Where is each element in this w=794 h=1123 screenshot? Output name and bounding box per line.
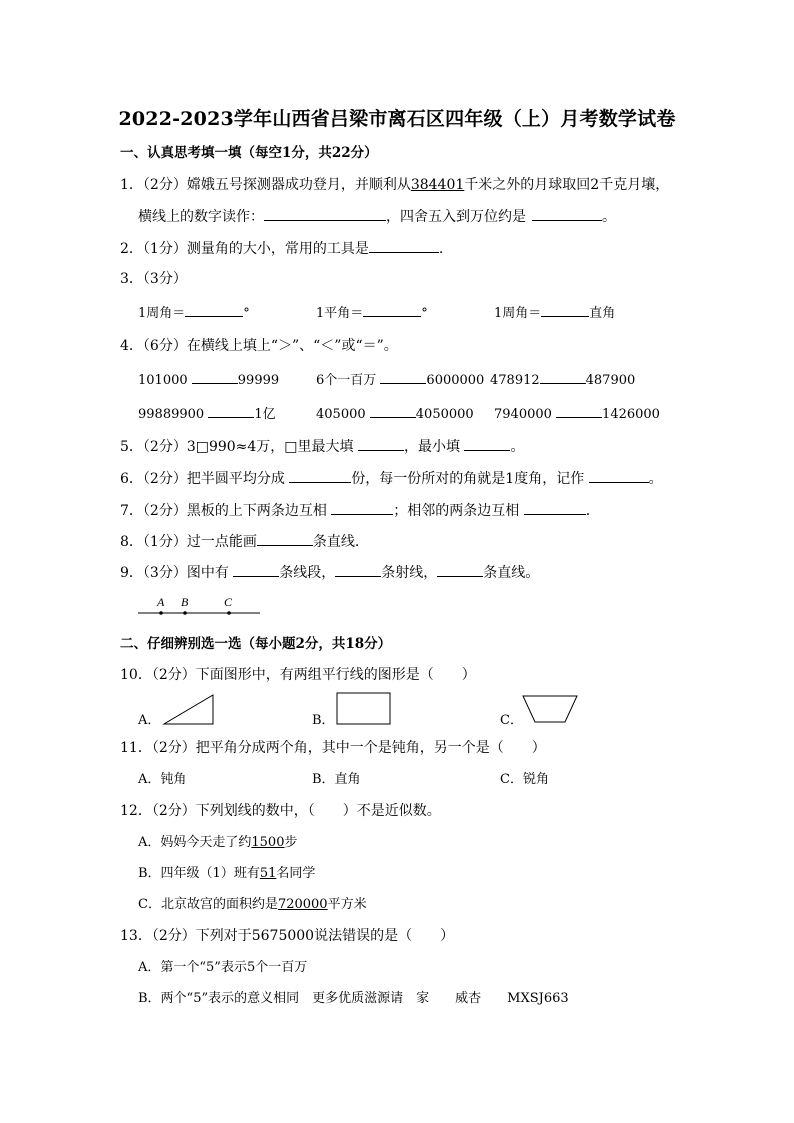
q12-a-number: 1500 (251, 835, 285, 850)
answer-blank[interactable] (524, 500, 586, 515)
q3-item-2-text: 1平角＝ (316, 306, 364, 321)
q4-left: 101000 (138, 373, 188, 388)
answer-blank[interactable] (363, 302, 421, 317)
answer-blank[interactable] (370, 403, 416, 418)
q12-option-c[interactable] (138, 895, 367, 915)
answer-blank[interactable] (358, 436, 404, 451)
question-6 (120, 468, 663, 489)
degree-unit: ° (421, 306, 428, 321)
q3-item-1-text: 1周角＝ (138, 306, 186, 321)
q4-left: 478912 (490, 373, 540, 388)
question-1 (120, 175, 669, 195)
answer-blank[interactable] (532, 206, 602, 221)
answer-blank[interactable] (192, 369, 238, 384)
q2-text-a: 2．（1分）测量角的大小，常用的工具是 (120, 241, 369, 257)
q9-text-a: 9．（3分）图中有 (120, 565, 229, 581)
q13-b-text: B．两个“5”表示的意义相同 (138, 991, 300, 1006)
q12-c-unit: 平方米 (327, 897, 367, 912)
q11-option-b[interactable]: B．直角 (312, 772, 361, 787)
q12-c-text: C．北京故宫的面积约是 (138, 897, 278, 912)
q11-option-c[interactable]: C．锐角 (500, 772, 549, 787)
answer-blank[interactable] (335, 562, 381, 577)
option-c-label[interactable]: C． (500, 713, 523, 728)
q4-compare (316, 403, 474, 425)
question-11: 11．（2分）把平角分成两个角，其中一个是钝角，另一个是（ ） (120, 740, 546, 756)
q1-text-d: ，四舍五入到万位约是 (386, 209, 526, 225)
answer-blank[interactable] (380, 369, 426, 384)
q3-item-3-text: 1周角＝ (494, 306, 542, 321)
question-13: 13．（2分）下列对于5675000说法错误的是（ ） (120, 928, 455, 944)
label-c: C (224, 595, 233, 609)
q1-text-a: 1．（2分）嫦娥五号探测器成功登月，并顺利从 (120, 177, 411, 193)
q12-b-unit: 名同学 (276, 866, 316, 881)
rectangle (337, 693, 390, 724)
trapezoid-shape[interactable] (522, 695, 578, 725)
q6-text-c: 。 (648, 471, 663, 487)
answer-blank[interactable] (208, 403, 254, 418)
q7-text-a: 7．（2分）黑板的上下两条边互相 (120, 503, 327, 519)
q5-text-a: 5．（2分）3□990≈4万，□里最大填 (120, 439, 354, 455)
section-1-heading: 一、认真思考填一填（每空1分，共22分） (120, 145, 378, 161)
q4-right: 4050000 (415, 407, 474, 422)
q2-text-b: . (438, 241, 444, 257)
question-8 (120, 531, 359, 552)
page-title: 2022-2023学年山西省吕梁市离石区四年级（上）月考数学试卷 (118, 108, 676, 130)
q5-text-c: 。 (510, 439, 525, 455)
q8-text-a: 8．（1分）过一点能画 (120, 534, 257, 550)
q4-right: 99999 (237, 373, 280, 388)
triangle (164, 695, 213, 724)
point-a (159, 611, 163, 615)
q12-c-number: 720000 (277, 897, 328, 912)
q6-text-b: 份，每一份所对的角就是1度角，记作 (351, 471, 585, 487)
q4-compare (316, 369, 484, 391)
q12-a-unit: 步 (284, 835, 298, 850)
q12-option-b[interactable] (138, 864, 315, 884)
q4-left: 405000 (316, 407, 366, 422)
q4-right: 6000000 (426, 373, 485, 388)
q9-text-c: 条射线， (381, 565, 438, 581)
q12-b-number: 51 (259, 866, 277, 881)
q13-option-b[interactable] (138, 989, 569, 1009)
q3-item-3 (494, 302, 615, 324)
label-a: A (157, 595, 165, 609)
watermark-text: 更多优质滋源请 家 威杏 MXSJ663 (312, 991, 569, 1006)
answer-blank[interactable] (233, 562, 279, 577)
answer-blank[interactable] (464, 436, 510, 451)
answer-blank[interactable] (540, 369, 586, 384)
point-c (227, 611, 231, 615)
question-9 (120, 562, 539, 583)
option-a-label[interactable]: A． (138, 713, 161, 728)
question-4: 4．（6分）在横线上填上“＞”、“＜”或“＝”。 (120, 338, 398, 354)
question-5 (120, 436, 524, 457)
q4-right: 1亿 (254, 407, 276, 422)
answer-blank[interactable] (437, 562, 483, 577)
right-angle-unit: 直角 (589, 306, 616, 321)
degree-unit: ° (243, 306, 250, 321)
option-b-label[interactable]: B． (312, 713, 335, 728)
q7-text-b: ；相邻的两条边互相 (393, 503, 520, 519)
q6-text-a: 6．（2分）把半圆平均分成 (120, 471, 285, 487)
question-12: 12．（2分）下列划线的数中，（ ）不是近似数。 (120, 803, 441, 819)
q4-compare (494, 403, 660, 425)
q7-text-c: . (585, 503, 591, 519)
q1-text-e: 。 (602, 209, 616, 225)
point-b (183, 611, 187, 615)
answer-blank[interactable] (589, 468, 649, 483)
rectangle-shape[interactable] (336, 692, 392, 726)
answer-blank[interactable] (331, 500, 393, 515)
answer-blank[interactable] (541, 302, 589, 317)
q4-left: 99889900 (138, 407, 205, 422)
section-2-heading: 二、仔细辨别选一选（每小题2分，共18分） (120, 636, 392, 652)
right-triangle-shape[interactable] (163, 693, 215, 727)
answer-blank[interactable] (264, 206, 386, 221)
answer-blank[interactable] (185, 302, 243, 317)
line-figure (138, 592, 268, 622)
q8-text-b: 条直线. (312, 534, 360, 550)
q4-left: 6个一百万 (316, 373, 377, 388)
q3-item-1 (138, 302, 250, 324)
q12-a-text: A．妈妈今天走了约 (138, 835, 252, 850)
q3-item-2 (316, 302, 428, 324)
q1-underlined-number: 384401 (410, 177, 465, 193)
q12-option-a[interactable] (138, 833, 298, 853)
q9-text-b: 条线段， (279, 565, 336, 581)
q12-b-text: B．四年级（1）班有 (138, 866, 260, 881)
q11-option-a[interactable]: A．钝角 (138, 772, 187, 787)
answer-blank[interactable] (556, 403, 602, 418)
question-7 (120, 500, 590, 521)
q4-right: 1426000 (602, 407, 660, 422)
trapezoid (523, 696, 577, 722)
q5-text-b: ，最小填 (404, 439, 460, 455)
q1-text-c: 横线上的数字读作： (138, 209, 264, 225)
label-b: B (181, 595, 189, 609)
q4-compare (490, 369, 635, 391)
answer-blank[interactable] (257, 531, 313, 546)
q4-compare (138, 403, 276, 425)
q4-left: 7940000 (494, 407, 552, 422)
q1-text-b: 千米之外的月球取回2千克月壤， (464, 177, 670, 193)
q4-compare (138, 369, 279, 391)
question-2 (120, 238, 443, 259)
q13-option-a[interactable]: A．第一个“5”表示5个一百万 (138, 960, 308, 975)
question-10: 10．（2分）下面图形中，有两组平行线的图形是（ ） (120, 667, 476, 683)
q4-right: 487900 (585, 373, 636, 388)
q9-text-d: 条直线。 (483, 565, 540, 581)
answer-blank[interactable] (369, 238, 439, 253)
question-3: 3．（3分） (120, 271, 187, 287)
question-1-line-2 (138, 206, 616, 227)
answer-blank[interactable] (289, 468, 351, 483)
